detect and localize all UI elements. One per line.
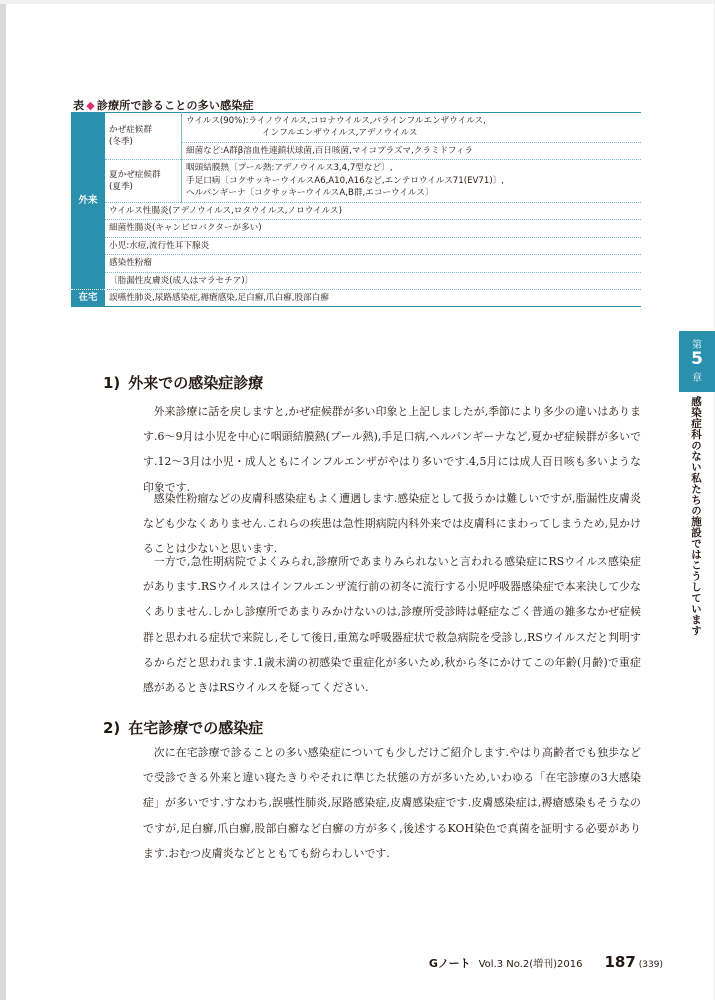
table-caption-title: 診療所で診ることの多い感染症 <box>96 99 254 112</box>
chapter-title: 感染症科のない私たちの施設ではこうしています <box>690 396 702 636</box>
category-homecare: 在宅 <box>71 289 105 306</box>
table-row <box>71 289 641 306</box>
category-outpatient: 外来 <box>71 113 105 290</box>
paragraph: 外来診療に話を戻しますと,かぜ症候群が多い印象と上記しましたが,季節により多少の違いはあります.6〜9月は小児を中心に咽頭結膜熱(プール熱),手足口病,ヘルパンギーナなど,夏かぜ症候群が多いです.12〜3月は小児・成人ともにインフルエンザがやはり多いです.4,5月には成人百日咳も多いような印象です. <box>143 405 641 494</box>
journal-volume: Vol.3 No.2(増刊)2016 <box>478 959 583 970</box>
table-row <box>71 272 641 289</box>
infection-table <box>71 112 641 307</box>
table-row <box>71 255 641 272</box>
table-cell: 細菌など:A群β溶血性連鎖状球菌,百日咳菌,マイコプラズマ,クラミドフィラ <box>182 142 642 159</box>
table-row <box>71 160 641 202</box>
table-cell: 小児:水痘,流行性耳下腺炎 <box>105 237 641 254</box>
table-cell: ウイルス性腸炎(アデノウイルス,ロタウイルス,ノロウイルス) <box>105 202 641 219</box>
table-cell: 〔脂漏性皮膚炎(成人はマラセチア)〕 <box>105 272 641 289</box>
table-row <box>71 113 641 143</box>
section-heading: 2) 在宅診療での感染症 <box>103 719 264 737</box>
chapter-tab: 第 5 章 <box>679 331 715 392</box>
journal-name: Gノート <box>428 957 471 970</box>
section-heading: 1) 外来での感染症診療 <box>103 374 264 392</box>
table-caption-prefix: 表 <box>73 99 85 112</box>
table-row <box>71 237 641 254</box>
diamond-icon: ◆ <box>86 98 95 112</box>
table-cell: ウイルス(90%):ライノウイルス,コロナウイルス,パラインフルエンザウイルス, インフルエンザウイルス,アデノウイルス <box>182 113 642 143</box>
paragraph: 感染性粉瘤などの皮膚科感染症もよく遭遇します.感染症として扱うかは難しいですが,脂漏性皮膚炎なども少なくありません.これらの疾患は急性期病院内科外来では皮膚科にまわってしまうため,見かけることは少ないと思います. <box>143 492 641 556</box>
table-caption <box>73 97 254 113</box>
subcategory-summer-cold: 夏かぜ症候群 (夏季) <box>105 160 182 202</box>
paragraph: 次に在宅診療で診ることの多い感染症についても少しだけご紹介します.やはり高齢者でも独歩などで受診できる外来と違い寝たきりやそれに準じた状態の方が多いため,いわゆる「在宅診療の3大感染症」が多いです.すなわち,誤嚥性肺炎,尿路感染症,皮膚感染症です.皮膚感染症は,褥瘡感染もそうなのですが,足白癬,爪白癬,股部白癬など白癬の方が多く,後述するKOH染色で真菌を証明する必要があります.おむつ皮膚炎などとともても紛らわしいです. <box>143 746 641 860</box>
top-rule <box>0 0 715 4</box>
page-total: (339) <box>638 960 663 970</box>
page-number: 187 <box>604 953 636 971</box>
table-cell: 感染性粉瘤 <box>105 255 641 272</box>
table-cell: 咽頭結膜熱〔プール熱:アデノウイルス3,4,7型など〕, 手足口病〔コクサッキーウイルスA6,A10,A16など,エンテロウイルス71(EV71)〕, ヘルパンギーナ〔コクサッキーウイルスA,B群,エコーウイルス〕 <box>182 160 642 202</box>
table-cell: 細菌性腸炎(キャンピロバクターが多い) <box>105 220 641 237</box>
table-row <box>71 220 641 237</box>
paragraph: 一方で,急性期病院でよくみられ,診療所であまりみられないと言われる感染症にRSウイルス感染症があります.RSウイルスはインフルエンザ流行前の初冬に流行する小児呼吸器感染症で本来決して少なくありません.しかし診療所であまりみかけないのは,診療所受診時は軽症なごく普通の雑多なかぜ症候群と思われる症状で来院し,そして後日,重篤な呼吸器症状で救急病院を受診し,RSウイルスだと判明するからだと思われます.1歳未満の初感染で重症化が多いため,秋から冬にかけてこの年齢(月齢)で重症感があるときはRSウイルスを疑ってください. <box>143 555 641 695</box>
chapter-number: 5 <box>691 349 703 369</box>
table-cell: 誤嚥性肺炎,尿路感染症,褥瘡感染,足白癬,爪白癬,股部白癬 <box>105 289 641 306</box>
table-row <box>71 202 641 219</box>
page-footer <box>429 953 663 971</box>
subcategory-winter-cold: かぜ症候群 (冬季) <box>105 113 182 160</box>
